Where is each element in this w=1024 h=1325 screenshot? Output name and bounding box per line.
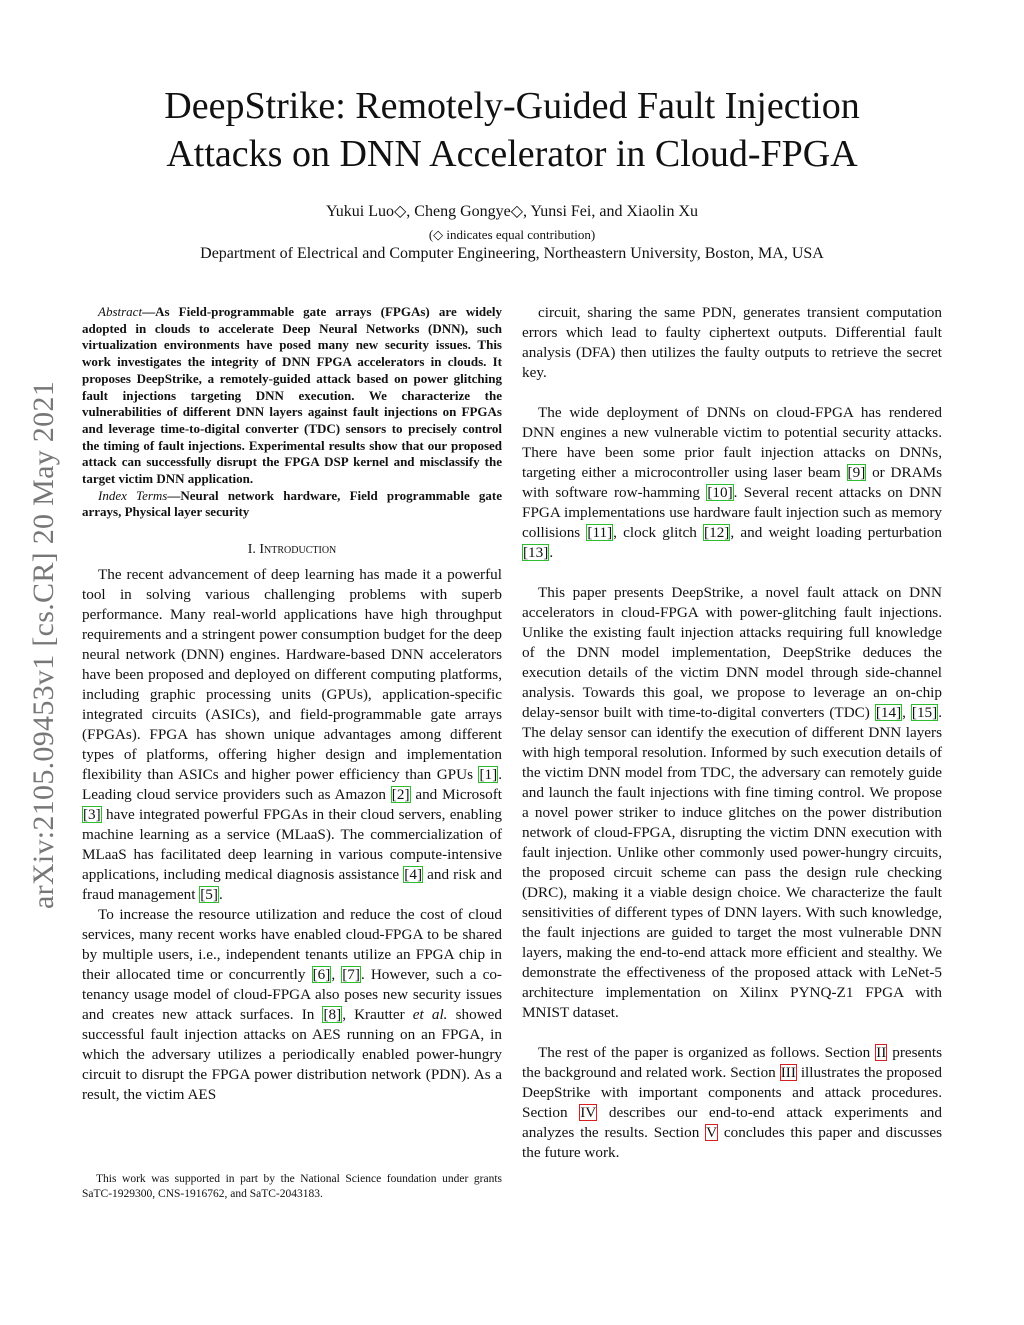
paragraph-text: and risk and fraud management — [82, 866, 502, 904]
paragraph-text: . Several recent attacks on DNN FPGA implementations use hardware fault injection such as memory collisions — [522, 484, 942, 541]
paragraph-text: , clock glitch — [613, 524, 704, 541]
paragraph-text: concludes this paper and discusses the future work. — [522, 1124, 943, 1161]
affiliation: Department of Electrical and Computer Engineering, Northeastern University, Boston, MA, USA — [200, 245, 824, 262]
arxiv-stamp: arXiv:2105.09453v1 [cs.CR] 20 May 2021 — [27, 380, 60, 910]
body-paragraph — [522, 303, 942, 383]
title-line-1: DeepStrike: Remotely-Guided Fault Injection — [164, 85, 860, 127]
paragraph-text: , and weight loading perturbation — [730, 524, 942, 541]
citation-link[interactable]: [15] — [911, 704, 938, 721]
citation-link[interactable]: [14] — [875, 704, 902, 721]
citation-link[interactable]: [10] — [707, 484, 733, 501]
paragraph-text: , — [331, 966, 342, 984]
citation-link[interactable]: [6] — [312, 966, 331, 984]
paragraph-text: circuit, sharing the same PDN, generates transient computation errors which lead to faulty ciphertext outputs. Differential fault analysis (DFA) then utilizes the faulty outputs to retrieve the secret key. — [522, 304, 942, 381]
paragraph-text: The recent advancement of deep learning has made it a powerful tool in solving various challenging problems with superb performance. Many real-world applications have high throughput requirements and a stringent power consumption budget for the deep neural network (DNN) engines. Hardware-based DNN accelerators have been proposed and deployed on different computing platforms, including graphic processing units (GPUs), application-specific integrated circuits (ASICs), and field-programmable gate arrays (FPGAs). FPGA has shown unique advantages among different types of platforms, offering higher design and implementation flexibility than ASICs and higher power efficiency than GPUs — [82, 566, 502, 784]
section-number: I. — [247, 542, 260, 558]
citation-link[interactable]: [3] — [83, 806, 101, 824]
left-body — [82, 565, 502, 1105]
body-paragraph — [522, 583, 942, 1023]
index-terms — [82, 488, 502, 521]
paragraph-text: This paper presents DeepStrike, a novel fault attack on DNN accelerators in cloud-FPGA with power-glitching fault injections. Unlike the existing fault injection attacks requiring full knowledge of the DNN model implementation, DeepStrike deduces the execution details of the victim DNN model through side-channel analysis. Towards this goal, we propose to leverage an on-chip delay-sensor built with time-to-digital converters (TDC) — [522, 584, 942, 721]
citation-link[interactable]: [9] — [847, 464, 866, 481]
index-terms-text: —Neural network hardware, Field programmable gate arrays, Physical layer security — [82, 487, 503, 520]
paragraph-text: describes our end-to-end attack experiments and analyzes the results. Section — [522, 1104, 942, 1141]
citation-link[interactable]: [5] — [200, 886, 218, 904]
left-column — [82, 304, 502, 1105]
citation-link[interactable]: [2] — [391, 786, 410, 804]
citation-link[interactable]: [7] — [342, 966, 360, 984]
paragraph-text: presents the background and related work. Section — [522, 1044, 942, 1081]
paragraph-text: . However, such a co-tenancy usage model of cloud-FPGA also poses new security issues and creates new attack surfaces. In — [82, 966, 502, 1024]
paragraph-text: To increase the resource utilization and reduce the cost of cloud services, many recent works have enabled cloud-FPGA to be shared by multiple users, i.e., independent tenants utilize an FPGA chip in their allocated time or concurrently — [82, 906, 502, 984]
paragraph-text: and Microsoft — [410, 786, 503, 804]
abstract-label: Abstract — [98, 304, 143, 319]
paragraph-text: , Krautter — [342, 1006, 413, 1024]
funding-footnote: This work was supported in part by the National Science foundation under grants SaTC-1929300, CNS-1916762, and SaTC-2043183. — [82, 1173, 502, 1200]
paragraph-text: or DRAMs with software row-hamming — [522, 464, 942, 501]
paragraph-text: . — [549, 544, 554, 561]
title-line-2: Attacks on DNN Accelerator in Cloud-FPGA — [166, 133, 858, 175]
section-heading-introduction — [82, 541, 502, 559]
section-title: Introduction — [259, 542, 337, 558]
index-terms-label: Index Terms — [98, 487, 168, 503]
equal-contribution-note: (◇ indicates equal contribution) — [428, 227, 596, 242]
section-link[interactable]: II — [876, 1044, 887, 1061]
section-link[interactable]: IV — [580, 1104, 597, 1121]
citation-link[interactable]: [12] — [704, 524, 730, 541]
body-paragraph — [522, 403, 942, 563]
abstract — [82, 304, 502, 488]
abstract-text: —As Field-programmable gate arrays (FPGAs) are widely adopted in clouds to accelerate Deep Neural Networks (DNN), such virtualization environments have posed many new security issues. This work investigates the integrity of DNN FPGA accelerators in clouds. It proposes DeepStrike, a remotely-guided attack based on power glitching fault injections targeting DNN execution. We characterize the vulnerabilities of different DNN layers against fault injections on FPGAs and leverage time-to-digital converter (TDC) sensors to precisely control the timing of fault injections. Experimental results show that our proposed attack can successfully disrupt the FPGA DSP kernel and misclassify the target victim DNN application. — [82, 304, 502, 487]
right-body — [522, 303, 942, 1163]
section-link[interactable]: III — [780, 1064, 796, 1081]
citation-link[interactable]: [13] — [523, 544, 549, 561]
body-paragraph — [82, 905, 502, 1105]
paragraph-text: . The delay sensor can identify the execution of different DNN layers with high temporal resolution. Informed by such execution details of the victim DNN model from TDC, the adversary can remotely guide and launch the fault injections with fine timing control. We propose a novel power striker to induce glitches on the power distribution network of cloud-FPGA, disrupting the victim DNN execution with fault injection. Unlike other commonly used power-hungry circuits, the proposed circuit scheme can pass the design rule checking (DRC), making it a viable design choice. We characterize the fault sensitivities of different types of DNN layers. With such knowledge, the fault injections are guided to target the most vulnerable DNN layers, making the end-to-end attack more efficient and stealthy. We demonstrate the effectiveness of the proposed attack with LeNet-5 architecture implementation on Xilinx PYNQ-Z1 FPGA with MNIST dataset. — [522, 704, 943, 1021]
body-paragraph — [82, 565, 502, 905]
paper-title — [0, 82, 1024, 178]
citation-link[interactable]: [8] — [323, 1006, 342, 1024]
section-link[interactable]: V — [706, 1124, 718, 1141]
citation-link[interactable]: [1] — [479, 766, 498, 784]
authors: Yukui Luo◇, Cheng Gongye◇, Yunsi Fei, and Xiaolin Xu — [326, 203, 698, 220]
paragraph-text: showed successful fault injection attacks on AES running on an FPGA, in which the adversary utilizes a periodically enabled power-hungry circuit to disrupt the FPGA power distribution network (PDN). As a result, the victim AES — [82, 1006, 502, 1104]
right-column — [522, 303, 942, 1183]
paragraph-text: have integrated powerful FPGAs in their cloud servers, enabling machine learning as a service (MLaaS). The commercialization of MLaaS has facilitated deep learning in various compute-intensive applications, including medical diagnosis assistance — [82, 806, 502, 884]
paragraph-text: . Leading cloud service providers such as Amazon — [82, 766, 502, 804]
paragraph-text: , — [902, 704, 911, 721]
paragraph-text: The rest of the paper is organized as follows. Section — [538, 1044, 876, 1061]
citation-link[interactable]: [4] — [404, 866, 423, 884]
citation-link[interactable]: [11] — [587, 524, 613, 541]
body-paragraph — [522, 1043, 942, 1163]
italic-text: et al. — [412, 1006, 448, 1024]
paragraph-text: . — [218, 886, 223, 904]
paragraph-text: The wide deployment of DNNs on cloud-FPGA has rendered DNN engines a new vulnerable victim to potential security attacks. There have been some prior fault injection attacks on DNNs, targeting either a microcontroller using laser beam — [522, 404, 942, 481]
paragraph-text: illustrates the proposed DeepStrike with important components and attack procedures. Section — [522, 1064, 942, 1121]
